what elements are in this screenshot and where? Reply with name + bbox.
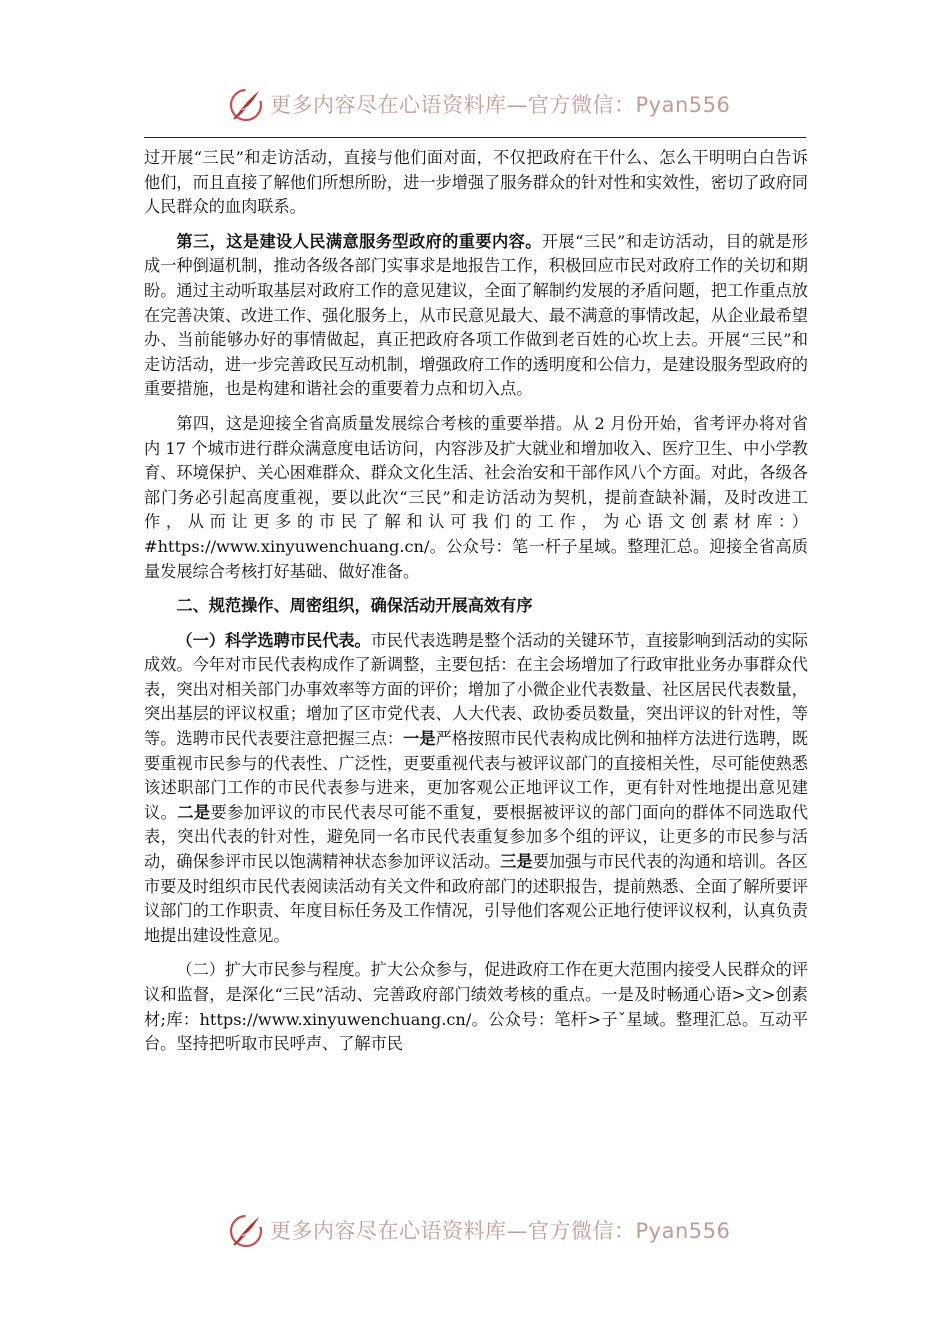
footer-banner-text: 更多内容尽在心语资料库—官方微信：Pyan556 bbox=[270, 1219, 731, 1243]
header-banner bbox=[228, 84, 748, 124]
paragraph-4-point-three: 三是 bbox=[500, 852, 533, 872]
paragraph-4-text-c: 要参加评议的市民代表尽可能不重复，要根据被评议的部门面向的群体不同选取代表，突出代表的针对性，避免同一名市民代表重复参加多个组的评议，让更多的市民参与活动，确保参评市民以饱满精神状态参加评议活动。 bbox=[144, 802, 809, 872]
paragraph-4 bbox=[144, 629, 808, 949]
paragraph-5: （二）扩大市民参与程度。扩大公众参与，促进政府工作在更大范围内接受人民群众的评议和监督，是深化“三民”活动、完善政府部门绩效考核的重点。一是及时畅通心语>文>创素材;库：https://www.xinyuwenchuang.cn/。公众号：笔杆>子ˇ星域。整理汇总。互动平台。坚持把听取市民呼声、了解市民 bbox=[144, 960, 808, 1054]
paragraph-4-text-b: 严格按照市民代表构成比例和抽样方法进行选聘，既要重视市民参与的代表性、广泛性，更要重视代表与被评议部门的直接相关性，尽可能使熟悉该述职部门工作的市民代表参与进来，更加客观公正地评议工作，更有针对性地提出意见建议。 bbox=[144, 729, 808, 822]
paragraph-3: 第四，这是迎接全省高质量发展综合考核的重要举措。从 2 月份开始，省考评办将对省内 17 个城市进行群众满意度电话访问，内容涉及扩大就业和增加收入、医疗卫生、中小学教育、环境保护、关心困难群众、群众文化生活、社会治安和干部作风八个方面。对此，各级各部门务必引起高度重视，要以此次“三民”和走访活动为契机，提前查缺补漏，及时改进工作，从而让更多的市民了解和认可我们的工作，为心语文创素材库：）#https://www.xinyuwenchuang.cn/。公众号：笔一杆子星域。整理汇总。迎接全省高质量发展综合考核打好基础、做好准备。 bbox=[144, 413, 808, 581]
quill-ink-logo-icon bbox=[228, 1212, 264, 1248]
paragraph-4-point-two: 二是 bbox=[177, 802, 211, 822]
paragraph-1: 过开展“三民”和走访活动，直接与他们面对面，不仅把政府在干什么、怎么干明明白白告诉他们，而且直接了解他们所想所盼，进一步增强了服务群众的针对性和实效性，密切了政府同人民群众的血肉联系。 bbox=[144, 148, 808, 217]
section-heading: 二、规范操作、周密组织，确保活动开展高效有序 bbox=[176, 596, 533, 616]
paragraph-2-text: 开展“三民”和走访活动，目的就是形成一种倒逼机制，推动各级各部门实事求是地报告工作，积极回应市民对政府工作的关切和期盼。通过主动听取基层对政府工作的意见建议，全面了解制约发展的矛盾问题，把工作重点放在完善决策、改进工作、强化服务上，从市民意见最大、最不满意的事情改起，从企业最希望办、当前能够办好的事情做起，真正把政府各项工作做到老百姓的心坎上去。开展“三民”和走访活动，进一步完善政民互动机制，增强政府工作的透明度和公信力，是建设服务型政府的重要措施，也是构建和谐社会的重要着力点和切入点。 bbox=[144, 231, 808, 399]
quill-ink-logo-icon bbox=[228, 86, 264, 122]
paragraph-2 bbox=[144, 230, 808, 402]
header-divider bbox=[144, 137, 806, 138]
paragraph-4-text-a: 市民代表选聘是整个活动的关键环节，直接影响到活动的实际成效。今年对市民代表构成作了新调整，主要包括：在主会场增加了行政审批业务办事群众代表，突出对相关部门办事效率等方面的评价；增加了小微企业代表数量、社区居民代表数量，突出基层的评议权重；增加了区市党代表、人大代表、政协委员数量，突出评议的针对性，等等。选聘市民代表要注意把握三点： bbox=[144, 630, 808, 749]
header-banner-text: 更多内容尽在心语资料库—官方微信：Pyan556 bbox=[270, 93, 731, 117]
paragraph-2-lead: 第三，这是建设人民满意服务型政府的重要内容。 bbox=[176, 231, 542, 251]
paragraph-4-lead: （一）科学选聘市民代表。 bbox=[176, 630, 371, 650]
footer-banner bbox=[228, 1210, 748, 1250]
document-body bbox=[144, 146, 808, 1057]
paragraph-4-point-one: 一是 bbox=[403, 729, 436, 749]
paragraph-4-text-d: 要加强与市民代表的沟通和培训。各区市要及时组织市民代表阅读活动有关文件和政府部门的述职报告，提前熟悉、全面了解所要评议部门的工作职责、年度目标任务及工作情况，引导他们客观公正地行使评议权利，认真负责地提出建设性意见。 bbox=[144, 852, 808, 945]
